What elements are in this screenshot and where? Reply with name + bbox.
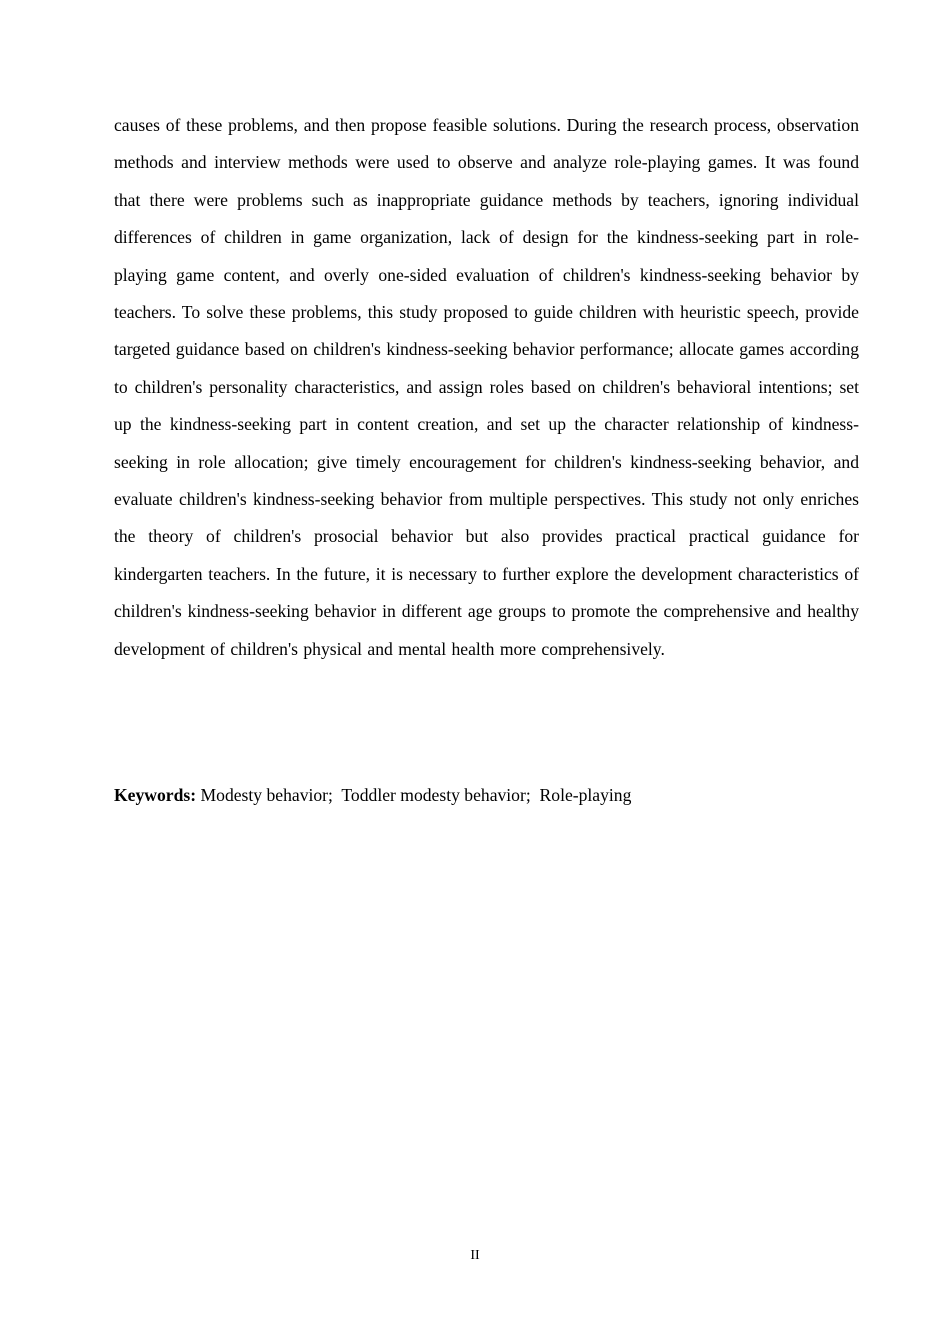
keyword-separator: ; [525,785,540,805]
keyword-item: Role-playing [539,785,632,805]
keyword-separator: ; [328,785,342,805]
page-number: II [470,1248,480,1263]
keywords-label: Keywords: [114,785,197,805]
keyword-item: Toddler modesty behavior [341,785,526,805]
keyword-item: Modesty behavior [200,785,329,805]
abstract-paragraph: causes of these problems, and then propose feasible solutions. During the research process, observation methods and interview methods were used to observe and analyze role-playing games. It was found that there were problems such as inappropriate guidance methods by teachers, ignoring individual differences of children in game organization, lack of design for the kindness-seeking part in role-playing game content, and overly one-sided evaluation of children's kindness-seeking behavior by teachers. To solve these problems, this study proposed to guide children with heuristic speech, provide targeted guidance based on children's kindness-seeking behavior performance; allocate games according to children's personality characteristics, and assign roles based on children's behavioral intentions; set up the kindness-seeking part in content creation, and set up the character relationship of kindness-seeking in role allocation; give timely encouragement for children's kindness-seeking behavior, and evaluate children's kindness-seeking behavior from multiple perspectives. This study not only enriches the theory of children's prosocial behavior but also provides practical practical guidance for kindergarten teachers. In the future, it is necessary to further explore the development characteristics of children's kindness-seeking behavior in different age groups to promote the comprehensive and healthy development of children's physical and mental health more comprehensively. [114,115,859,659]
keywords-line [114,777,859,814]
